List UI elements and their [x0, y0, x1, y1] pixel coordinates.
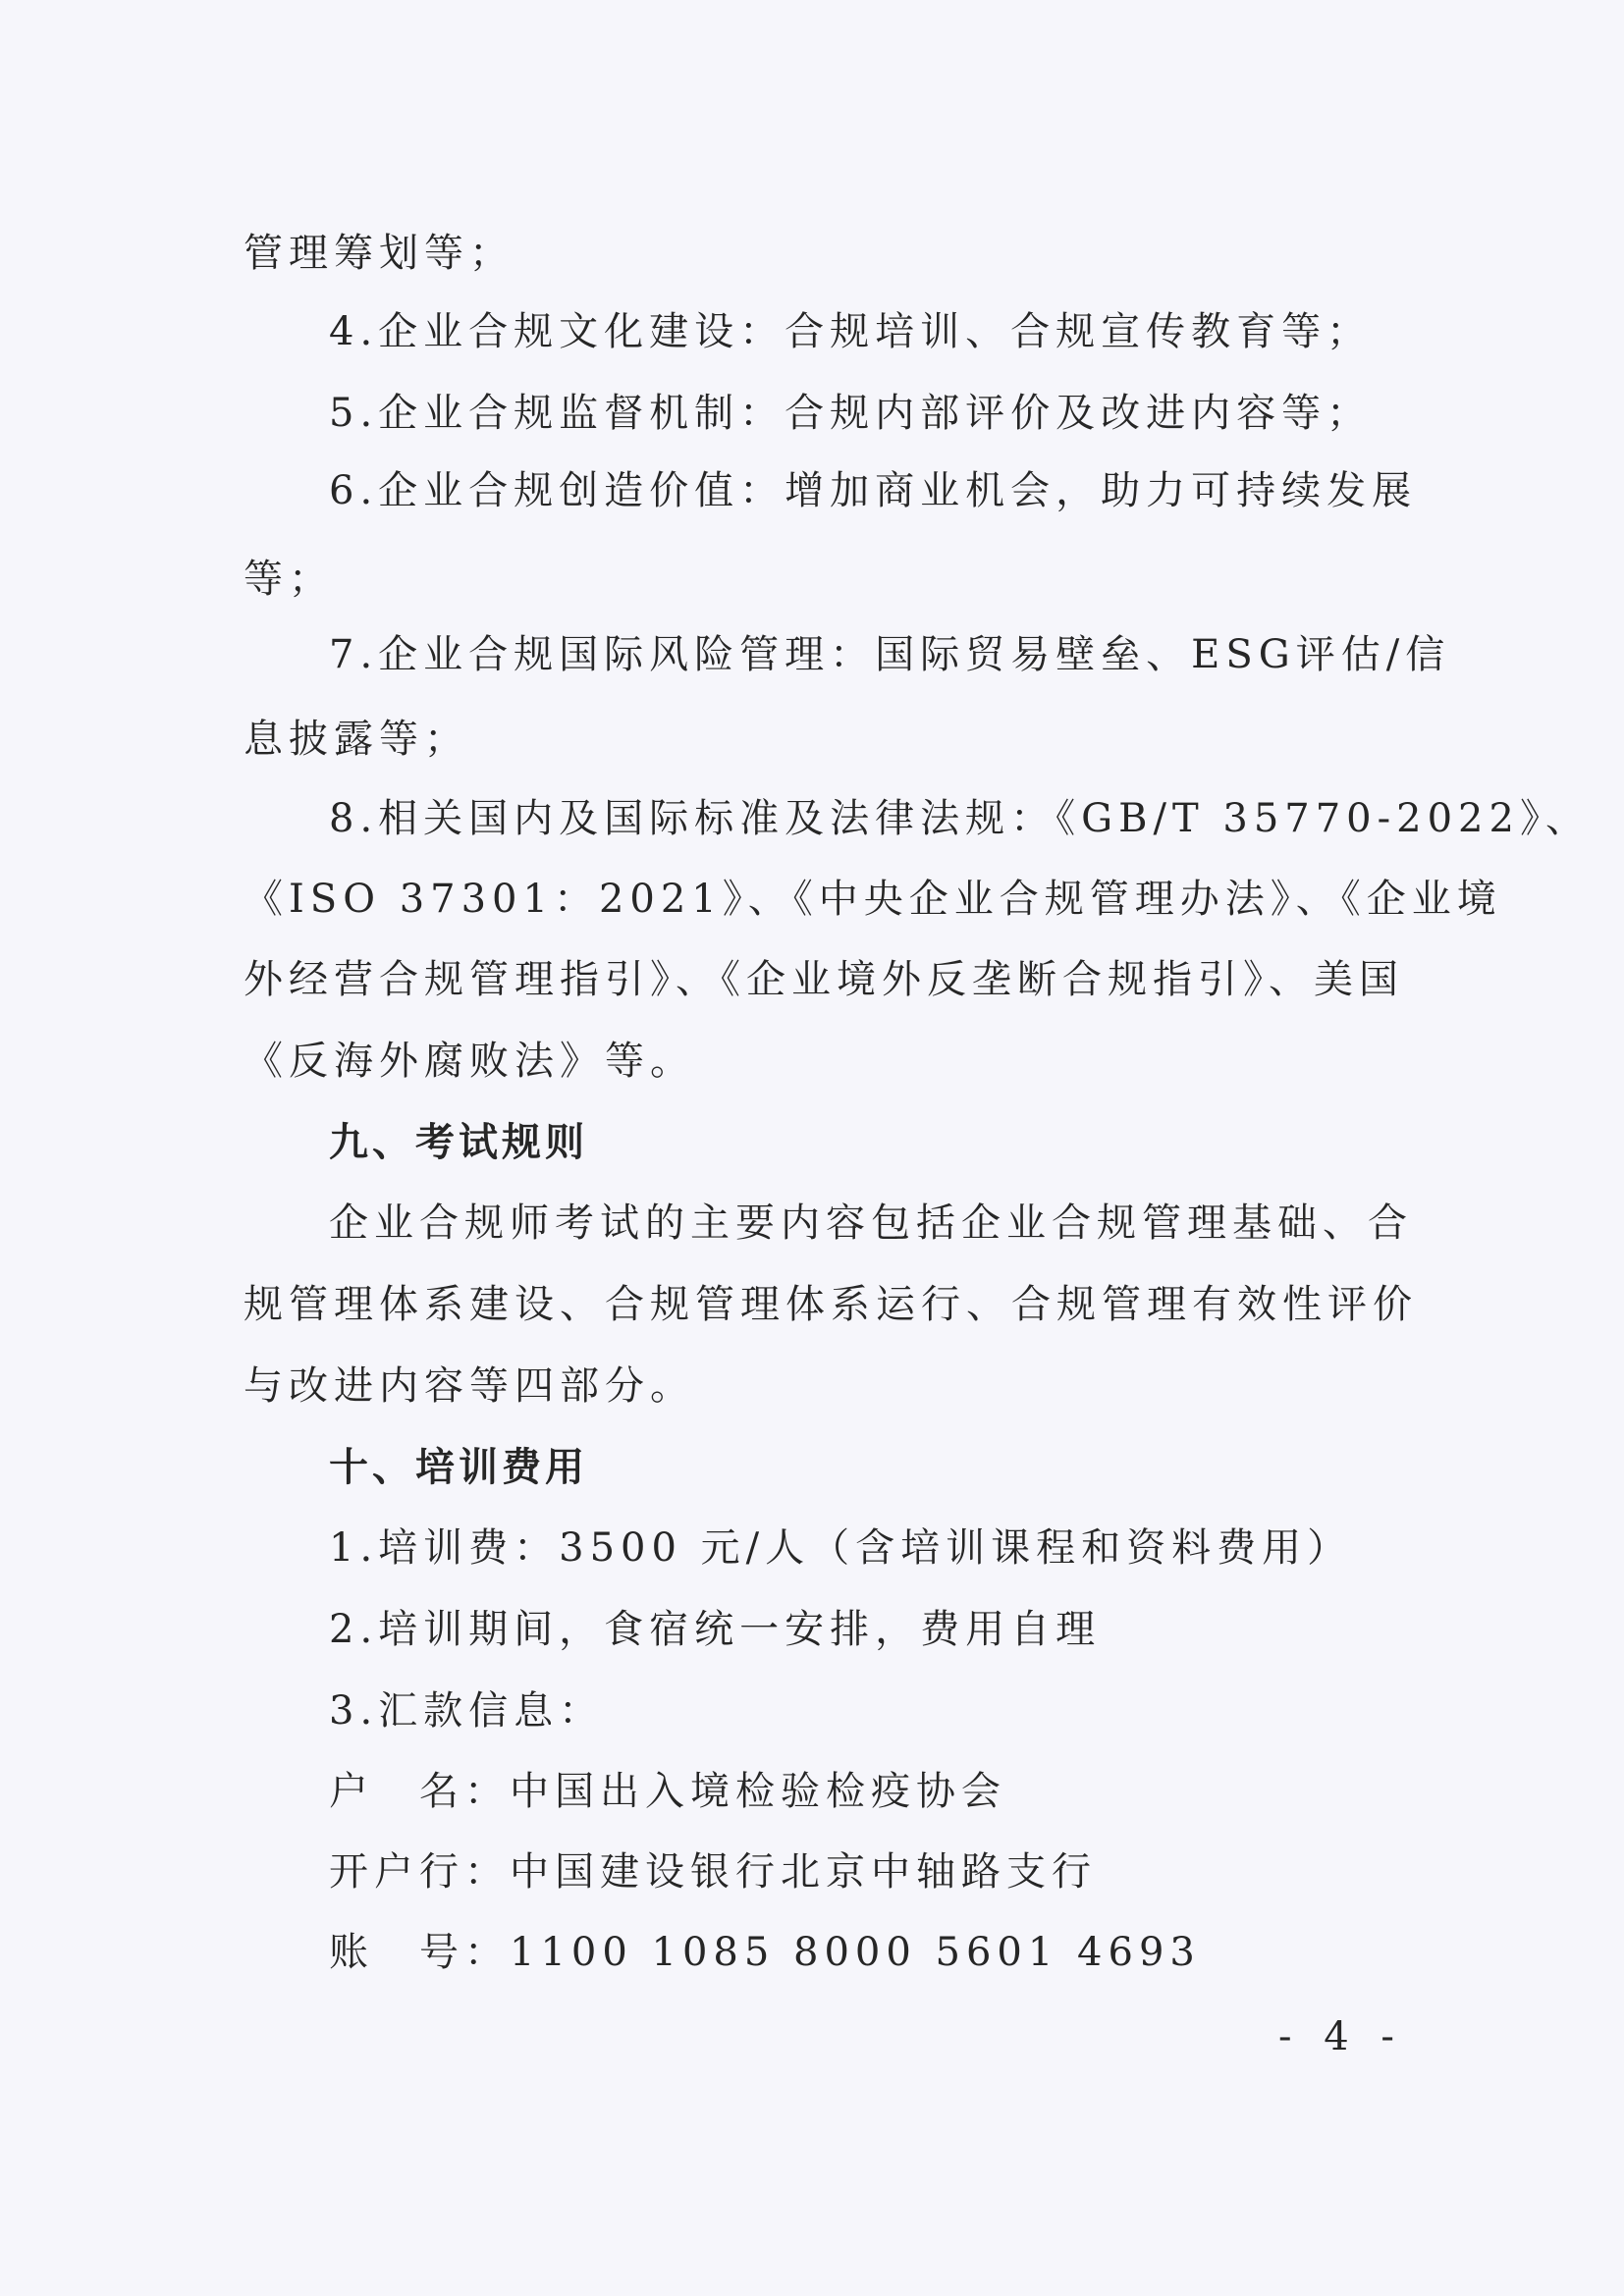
- text-line-item-8-cont-1: 《ISO 37301：2021》、《中央企业合规管理办法》、《企业境: [244, 877, 1502, 922]
- text-line-management-planning: 管理筹划等；: [244, 231, 514, 276]
- text-line-fee-3: 3.汇款信息：: [329, 1688, 605, 1734]
- text-line-fee-1: 1.培训费：3500 元/人（含培训课程和资料费用）: [329, 1525, 1353, 1571]
- text-line-item-5: 5.企业合规监督机制：合规内部评价及改进内容等；: [329, 391, 1373, 436]
- text-line-exam-rules-2: 规管理体系建设、合规管理体系运行、合规管理有效性评价: [244, 1282, 1418, 1327]
- text-line-item-6: 6.企业合规创造价值：增加商业机会，助力可持续发展: [329, 468, 1418, 513]
- text-line-item-6-cont: 等；: [244, 557, 334, 602]
- text-line-item-8: 8.相关国内及国际标准及法律法规：《GB/T 35770-2022》、: [329, 796, 1591, 841]
- text-line-bank: 开户行：中国建设银行北京中轴路支行: [329, 1849, 1097, 1895]
- text-line-item-7-cont: 息披露等；: [244, 717, 469, 762]
- text-line-account-number: 账 号：1100 1085 8000 5601 4693: [329, 1930, 1201, 1975]
- text-line-exam-rules-3: 与改进内容等四部分。: [244, 1363, 695, 1409]
- section-heading-training-fees: 十、培训费用: [329, 1445, 588, 1490]
- text-line-item-8-cont-2: 外经营合规管理指引》、《企业境外反垄断合规指引》、美国: [244, 957, 1404, 1002]
- text-line-account-name: 户 名：中国出入境检验检疫协会: [329, 1769, 1006, 1814]
- section-heading-exam-rules: 九、考试规则: [329, 1120, 588, 1165]
- text-line-exam-rules-1: 企业合规师考试的主要内容包括企业合规管理基础、合: [329, 1201, 1413, 1246]
- page-number: - 4 -: [1278, 2014, 1404, 2059]
- text-line-item-8-cont-3: 《反海外腐败法》等。: [244, 1039, 695, 1084]
- text-line-fee-2: 2.培训期间，食宿统一安排，费用自理: [329, 1607, 1102, 1652]
- text-line-item-4: 4.企业合规文化建设：合规培训、合规宣传教育等；: [329, 309, 1373, 354]
- text-line-item-7: 7.企业合规国际风险管理：国际贸易壁垒、ESG评估/信: [329, 632, 1451, 677]
